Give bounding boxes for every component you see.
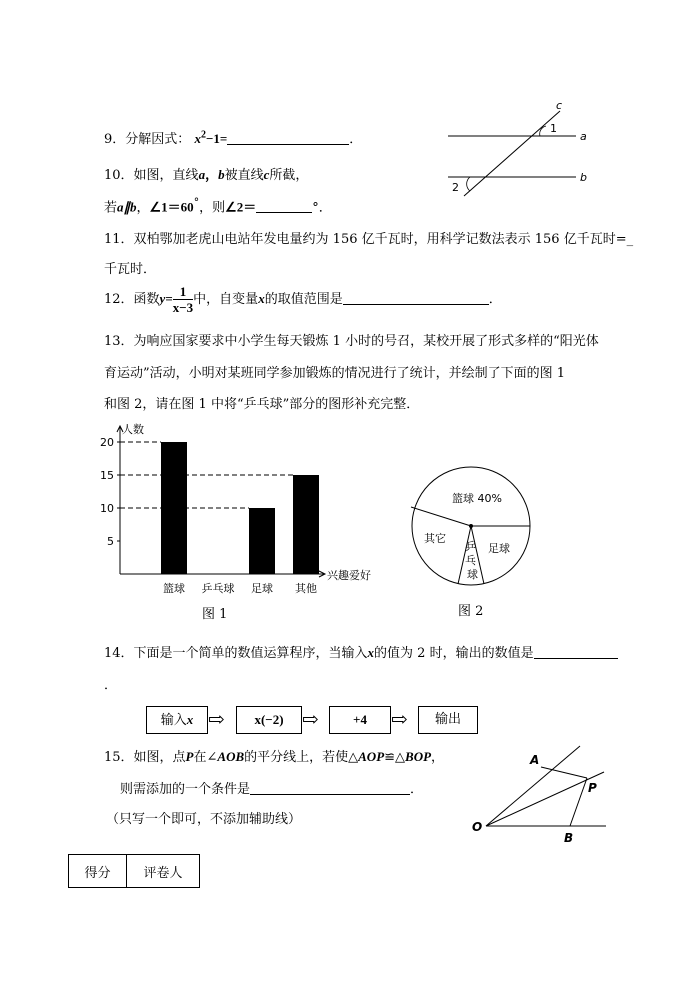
- q10-angle2: ∠2＝: [225, 199, 257, 215]
- q15-text-a: 15．如图，点: [104, 750, 186, 765]
- line-c: [464, 111, 560, 196]
- pie-label-football: 足球: [488, 542, 510, 555]
- q10-answer-blank[interactable]: [256, 198, 312, 213]
- figure2-caption: 图 2: [458, 604, 484, 619]
- q15-var-p: P: [185, 749, 194, 764]
- q9-end: ．: [349, 132, 363, 147]
- q10-angle1: ∠1＝60: [149, 199, 194, 215]
- angle-bisector-figure: [466, 730, 626, 848]
- y-tick-label: 5: [107, 535, 114, 548]
- point-b-label: B: [564, 831, 574, 845]
- question-9: [104, 128, 362, 147]
- q10-if: 若: [104, 200, 118, 216]
- label-2: 2: [452, 181, 459, 194]
- point-a-label: A: [530, 753, 540, 767]
- pie-label-pingpong-2: 乓: [465, 554, 476, 567]
- q12-text-b: 中，自变量: [193, 292, 259, 307]
- x-tick-label: 篮球: [163, 582, 185, 595]
- q12-denominator: x−3: [172, 300, 194, 315]
- x-axis-label: 兴趣爱好: [327, 569, 371, 582]
- q12-text-c: 的取值范围是: [264, 292, 343, 307]
- x-tick-label: 足球: [251, 582, 273, 595]
- question-11-line1: 11．双柏鄂加老虎山电站年发电量约为 156 亿千瓦时，用科学记数法表示 156 亿千瓦时=_: [104, 232, 634, 247]
- q14-answer-blank[interactable]: [534, 644, 618, 659]
- q12-fraction: [173, 284, 193, 315]
- q10-deg1: °: [193, 196, 200, 209]
- q10-var-c: c: [263, 167, 270, 182]
- q10-var-a: a: [198, 167, 206, 182]
- pie-label-basketball: 篮球 40%: [452, 492, 502, 505]
- x-tick-label: 其他: [295, 582, 317, 595]
- question-15-line1: [104, 746, 444, 765]
- q12-var-y: y: [159, 291, 166, 306]
- question-15-note: （只写一个即可，不添加辅助线）: [106, 812, 302, 827]
- q15-var-bop: BOP: [405, 749, 432, 764]
- segment-bp: [570, 778, 587, 826]
- question-14-line2: ．: [104, 678, 118, 693]
- y-axis-label: 人数: [122, 423, 144, 436]
- q14-var-x: x: [367, 645, 375, 660]
- pie-label-other: 其它: [424, 532, 446, 545]
- q15-congruent: ≌△: [384, 750, 406, 765]
- q9-expr-rest: −1=: [205, 131, 228, 146]
- label-a: a: [580, 130, 587, 143]
- q14-text-a: 14．下面是一个简单的数值运算程序，当输入: [104, 646, 368, 661]
- q9-var-x: x: [194, 131, 201, 146]
- q12-end: ．: [488, 292, 502, 307]
- pie-label-pingpong-1: 乒: [465, 540, 476, 553]
- q12-text-a: 12．函数: [104, 292, 160, 307]
- q10-comma: ，: [136, 200, 150, 216]
- q12-numerator: 1: [173, 284, 193, 300]
- q9-answer-blank[interactable]: [227, 130, 349, 145]
- flow-arrow-2: ⇨: [302, 707, 319, 731]
- point-o-label: O: [472, 820, 483, 834]
- point-p-label: P: [588, 781, 597, 795]
- q9-number: 9．: [104, 132, 126, 147]
- q15-text-b: 在∠: [193, 750, 218, 765]
- question-10-line1: [104, 164, 308, 183]
- y-tick-label: 15: [100, 469, 114, 482]
- q10-text-a: 如图，直线: [133, 168, 199, 183]
- q10-sep: ，: [205, 167, 219, 182]
- x-tick-label: 乒乓球: [201, 582, 235, 595]
- q9-text: 分解因式：: [125, 132, 191, 147]
- q15-var-aop: AOP: [358, 749, 385, 764]
- flow-arrow-3: ⇨: [391, 707, 408, 731]
- q15-text-c: 的平分线上，若使△: [244, 750, 359, 765]
- question-10-line2: [104, 196, 332, 215]
- label-c: c: [556, 99, 563, 112]
- question-13-line1: 13．为响应国家要求中小学生每天锻炼 1 小时的号召，某校开展了形式多样的“阳光体: [104, 334, 599, 349]
- score-table: [68, 854, 200, 888]
- q10-number: 10．: [104, 168, 134, 183]
- y-tick-label: 20: [100, 436, 114, 449]
- y-tick-label: 10: [100, 502, 114, 515]
- segment-ap: [541, 767, 587, 778]
- q15-var-aob: AOB: [217, 749, 245, 764]
- q10-condition: a∥b: [117, 199, 137, 215]
- grader-cell: 评卷人: [127, 855, 200, 888]
- flow-output-box: 输出: [418, 706, 478, 734]
- question-14-line1: [104, 642, 618, 661]
- q10-text-b: 被直线: [224, 168, 264, 183]
- parallel-lines-figure: [440, 98, 600, 200]
- q10-text-c: 所截，: [269, 168, 309, 183]
- question-13-line2: 育运动”活动，小明对某班同学参加锻炼的情况进行了统计，并绘制了下面的图 1: [104, 366, 566, 381]
- flow-add-box: +4: [329, 706, 391, 734]
- pie-center: [469, 524, 473, 528]
- figure1-caption: 图 1: [202, 607, 228, 622]
- flow-input-box: [146, 706, 208, 734]
- q10-var-b: b: [218, 167, 225, 182]
- q9-exponent: 2: [200, 129, 206, 141]
- flow-multiply-box: x(−2): [236, 706, 302, 734]
- pie-label-pingpong-3: 球: [467, 568, 478, 581]
- angle2-arc: [467, 177, 470, 191]
- q15-text-e: 则需添加的一个条件是: [120, 782, 251, 797]
- q12-eq: =: [165, 291, 173, 306]
- flow-input-var: x: [186, 712, 194, 727]
- pie-chart: [404, 462, 540, 598]
- question-15-line2: [120, 778, 423, 797]
- bar: [293, 475, 319, 574]
- question-11-line2: 千瓦时．: [104, 262, 157, 277]
- q12-answer-blank[interactable]: [343, 290, 489, 305]
- question-13-line3: 和图 2，请在图 1 中将“乒乓球”部分的图形补充完整．: [104, 397, 420, 412]
- bar: [249, 508, 275, 574]
- q15-text-d: ，: [431, 750, 445, 765]
- bar-chart: [90, 418, 400, 618]
- label-b: b: [580, 171, 587, 184]
- q15-end: ．: [410, 782, 424, 797]
- q10-then: ，则: [199, 200, 226, 216]
- score-cell: 得分: [69, 855, 127, 888]
- q10-deg2: °．: [312, 200, 332, 216]
- q14-text-b: 的值为 2 时，输出的数值是: [374, 646, 534, 661]
- label-1: 1: [550, 122, 557, 135]
- q12-var-x: x: [258, 291, 265, 306]
- q15-answer-blank[interactable]: [250, 780, 410, 795]
- flow-arrow-1: ⇨: [208, 707, 225, 731]
- question-12: [104, 284, 502, 315]
- flow-input-label: 输入: [160, 713, 187, 728]
- pie-divider-2: [411, 507, 471, 526]
